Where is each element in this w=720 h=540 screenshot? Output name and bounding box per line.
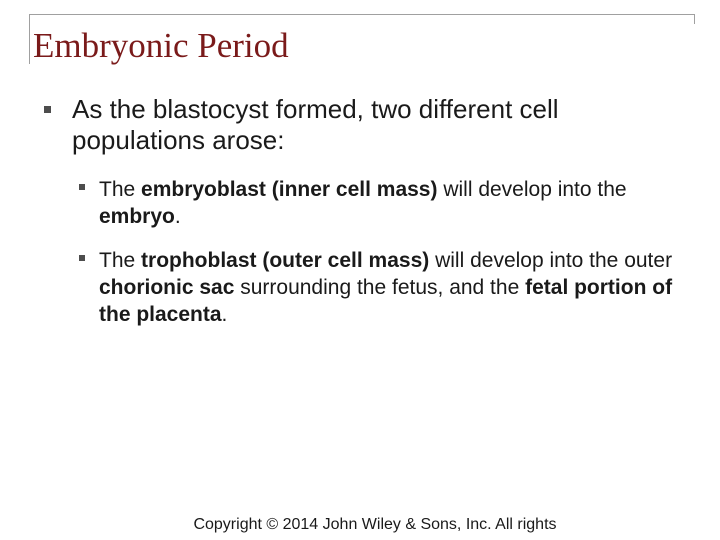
sub-bullet-trophoblast — [99, 247, 679, 328]
sub-bullet-embryoblast — [99, 176, 679, 230]
text-run: surrounding the fetus, and the — [234, 276, 526, 299]
copyright-footer — [0, 515, 720, 535]
bold-term-trophoblast: trophoblast (outer cell mass) — [141, 249, 430, 272]
bullet-level1: As the blastocyst formed, two different cell populations arose: — [72, 94, 559, 155]
title-frame-right-line — [694, 14, 695, 24]
title-frame-left-line — [29, 14, 30, 64]
bold-term-chorionic-sac: chorionic sac — [99, 276, 235, 299]
text-run: will develop into the outer — [429, 249, 673, 272]
square-bullet-icon — [79, 184, 85, 190]
text-run: . — [221, 303, 228, 326]
title-frame-top-line — [29, 14, 695, 15]
square-bullet-icon — [44, 106, 51, 113]
text-run: The — [99, 178, 142, 201]
square-bullet-icon — [79, 255, 85, 261]
bold-term-fetal-portion: fetal portion of the placenta — [99, 276, 673, 326]
slide-title: Embryonic Period — [33, 26, 289, 65]
text-run: . — [174, 205, 181, 228]
text-run: will develop into the — [437, 178, 627, 201]
copyright-text: Copyright © 2014 John Wiley & Sons, Inc. All rights — [193, 516, 557, 533]
bold-term-embryo: embryo — [99, 205, 175, 228]
text-run: The — [99, 249, 142, 272]
bold-term-embryoblast: embryoblast (inner cell mass) — [141, 178, 438, 201]
